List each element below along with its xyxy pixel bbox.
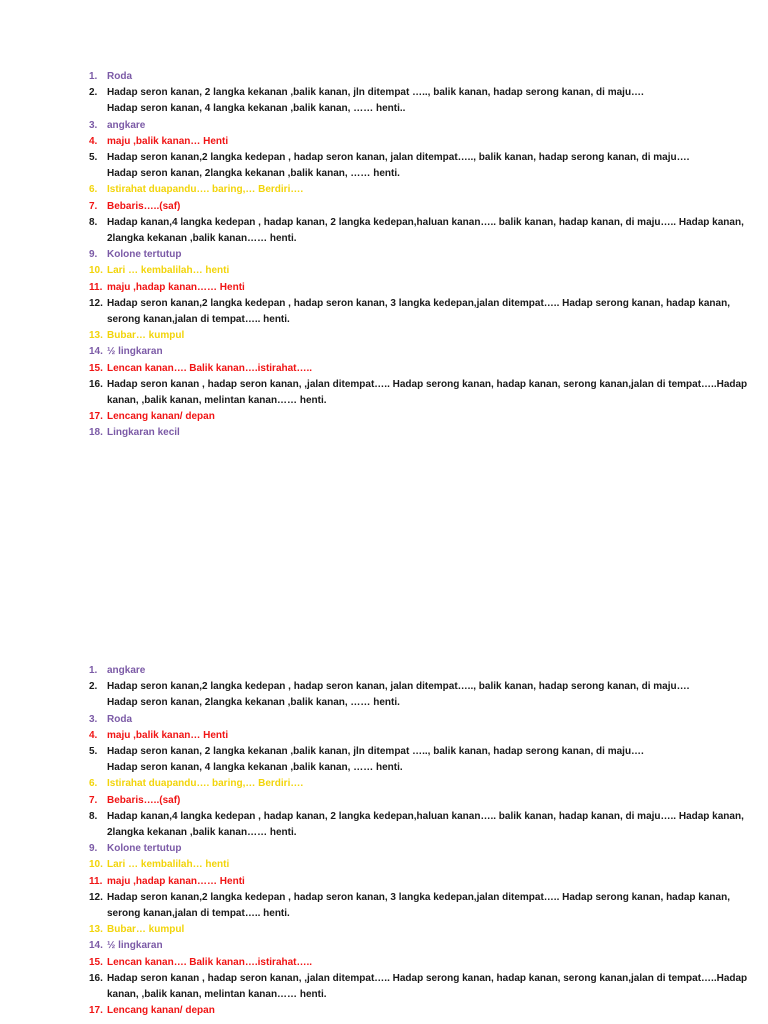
list-item-text: Hadap seron kanan,2 langka kedepan , hadap seron kanan, jalan ditempat….., balik kanan, hadap serong kanan, di maju…. — [107, 152, 690, 164]
list-item — [89, 728, 749, 744]
list-item — [89, 857, 749, 873]
list-item — [89, 922, 749, 938]
list-item-number: 4. — [89, 135, 98, 147]
list-item-number — [89, 760, 107, 776]
list-item — [89, 247, 749, 263]
list-item-text: Lingkaran kecil — [107, 427, 180, 439]
list-item-number: 12. — [89, 891, 103, 903]
list-item-text: Hadap seron kanan, 4 langka kekanan ,balik kanan, …… henti.. — [107, 103, 406, 115]
list-item — [89, 344, 749, 360]
list-item — [89, 841, 749, 857]
list-item — [89, 263, 749, 279]
list-item-text: angkare — [107, 119, 146, 131]
list-item — [89, 328, 749, 344]
list-item — [89, 712, 749, 728]
list-item — [89, 760, 749, 776]
list-item-number: 3. — [89, 119, 98, 131]
list-item-text: Bubar… kumpul — [107, 924, 185, 936]
list-item-number: 17. — [89, 411, 103, 423]
list-item — [89, 695, 749, 711]
list-item-text: Kolone tertutup — [107, 249, 182, 261]
list-item-text: Hadap seron kanan, 2langka kekanan ,balik kanan, …… henti. — [107, 697, 400, 709]
list-item-number: 11. — [89, 875, 103, 887]
list-item-text: Hadap seron kanan , hadap seron kanan, ,jalan ditempat….. Hadap serong kanan, hadap kanan, serong kanan,jalan di tempat…..Hadap kanan, ,balik kanan, melintan kanan…… henti. — [107, 378, 750, 407]
list-item — [89, 955, 749, 971]
list-item — [89, 663, 749, 679]
list-item-number: 2. — [89, 681, 98, 693]
bottom-list — [89, 663, 749, 1019]
list-item — [89, 215, 749, 247]
list-item-number: 2. — [89, 87, 98, 99]
list-item-number: 14. — [89, 940, 103, 952]
list-item-number: 9. — [89, 843, 98, 855]
list-item-number: 8. — [89, 216, 98, 228]
list-item-number: 7. — [89, 794, 98, 806]
list-item-text: Hadap seron kanan, 4 langka kekanan ,balik kanan, …… henti. — [107, 762, 403, 774]
list-item-number: 6. — [89, 778, 98, 790]
list-item — [89, 85, 749, 101]
list-item-text: Lencang kanan/ depan — [107, 411, 215, 423]
list-item-number: 15. — [89, 362, 103, 374]
list-item — [89, 874, 749, 890]
list-item — [89, 199, 749, 215]
list-item-number: 5. — [89, 746, 98, 758]
list-item — [89, 296, 749, 328]
list-item-text: Lencan kanan…. Balik kanan….istirahat….. — [107, 362, 313, 374]
list-item-text: Bebaris…..(saf) — [107, 200, 181, 212]
list-item-text: maju ,balik kanan… Henti — [107, 135, 229, 147]
list-item — [89, 150, 749, 166]
list-item-number: 14. — [89, 346, 103, 358]
list-item-text: Lari … kembalilah… henti — [107, 265, 230, 277]
list-item-number: 15. — [89, 956, 103, 968]
list-item-text: Hadap seron kanan,2 langka kedepan , hadap seron kanan, 3 langka kedepan,jalan ditempat….. Hadap serong kanan, hadap kanan, serong kanan,jalan di tempat….. henti. — [107, 297, 733, 326]
list-item-text: Hadap seron kanan,2 langka kedepan , hadap seron kanan, jalan ditempat….., balik kanan, hadap serong kanan, di maju…. — [107, 681, 690, 693]
list-item — [89, 166, 749, 182]
list-item-text: maju ,hadap kanan…… Henti — [107, 281, 245, 293]
list-item-text: Istirahat duapandu…. baring,… Berdiri…. — [107, 184, 304, 196]
list-item-text: Roda — [107, 713, 132, 725]
list-item-text: Hadap seron kanan, 2 langka kekanan ,balik kanan, jln ditempat ….., balik kanan, hadap serong kanan, di maju…. — [107, 746, 644, 758]
list-item — [89, 809, 749, 841]
list-item — [89, 69, 749, 85]
list-item — [89, 938, 749, 954]
list-item-number: 9. — [89, 249, 98, 261]
list-item-number: 7. — [89, 200, 98, 212]
list-item-text: Lencang kanan/ depan — [107, 1005, 215, 1017]
list-item-number: 5. — [89, 152, 98, 164]
list-item — [89, 361, 749, 377]
list-item-text: Hadap seron kanan , hadap seron kanan, ,jalan ditempat….. Hadap serong kanan, hadap kanan, serong kanan,jalan di tempat…..Hadap kanan, ,balik kanan, melintan kanan…… henti. — [107, 972, 750, 1001]
list-item-text: Hadap seron kanan, 2 langka kekanan ,balik kanan, jln ditempat ….., balik kanan, hadap serong kanan, di maju…. — [107, 87, 644, 99]
list-item-number: 1. — [89, 71, 98, 82]
list-item — [89, 890, 749, 922]
list-item-text: Lencan kanan…. Balik kanan….istirahat….. — [107, 956, 313, 968]
list-item — [89, 679, 749, 695]
list-item-number — [89, 166, 107, 182]
list-item-number: 10. — [89, 859, 103, 871]
list-item-number: 4. — [89, 729, 98, 741]
list-item — [89, 409, 749, 425]
list-item-text: maju ,hadap kanan…… Henti — [107, 875, 245, 887]
list-item — [89, 377, 749, 409]
list-item-number: 8. — [89, 810, 98, 822]
list-item-number: 16. — [89, 378, 103, 390]
list-item-text: Hadap kanan,4 langka kedepan , hadap kanan, 2 langka kedepan,haluan kanan….. balik kanan, hadap kanan, di maju….. Hadap kanan, 2langka kekanan ,balik kanan…… henti. — [107, 216, 747, 245]
list-item-number — [89, 101, 107, 117]
list-item-number: 11. — [89, 281, 103, 293]
list-item-text: Bubar… kumpul — [107, 330, 185, 342]
list-item-text: ½ lingkaran — [107, 346, 163, 358]
list-item — [89, 971, 749, 1003]
list-item — [89, 118, 749, 134]
top-list — [89, 69, 749, 442]
list-item — [89, 280, 749, 296]
list-item-number: 13. — [89, 330, 103, 342]
list-item — [89, 1003, 749, 1019]
list-item-text: Lari … kembalilah… henti — [107, 859, 230, 871]
list-item-text: Hadap kanan,4 langka kedepan , hadap kanan, 2 langka kedepan,haluan kanan….. balik kanan, hadap kanan, di maju….. Hadap kanan, 2langka kekanan ,balik kanan…… henti. — [107, 810, 747, 839]
list-item-number: 18. — [89, 427, 103, 439]
list-item-number: 16. — [89, 972, 103, 984]
list-item-number: 13. — [89, 924, 103, 936]
list-item-text: Bebaris…..(saf) — [107, 794, 181, 806]
list-item-text: Hadap seron kanan, 2langka kekanan ,balik kanan, …… henti. — [107, 168, 400, 180]
list-item-text: Kolone tertutup — [107, 843, 182, 855]
list-item-text: Hadap seron kanan,2 langka kedepan , hadap seron kanan, 3 langka kedepan,jalan ditempat….. Hadap serong kanan, hadap kanan, serong kanan,jalan di tempat….. henti. — [107, 891, 733, 920]
list-item — [89, 134, 749, 150]
list-item-number: 6. — [89, 184, 98, 196]
list-item-number: 3. — [89, 713, 98, 725]
list-item — [89, 182, 749, 198]
list-item — [89, 425, 749, 441]
list-item-text: maju ,balik kanan… Henti — [107, 729, 229, 741]
list-item-number — [89, 695, 107, 711]
list-item-text: Istirahat duapandu…. baring,… Berdiri…. — [107, 778, 304, 790]
list-item-text: ½ lingkaran — [107, 940, 163, 952]
list-item-number: 17. — [89, 1005, 103, 1017]
list-item — [89, 101, 749, 117]
list-item — [89, 793, 749, 809]
list-item-text: Roda — [107, 71, 132, 82]
list-item — [89, 776, 749, 792]
list-item-text: angkare — [107, 665, 146, 676]
list-item — [89, 744, 749, 760]
list-item-number: 10. — [89, 265, 103, 277]
list-item-number: 12. — [89, 297, 103, 309]
list-item-number: 1. — [89, 665, 98, 676]
